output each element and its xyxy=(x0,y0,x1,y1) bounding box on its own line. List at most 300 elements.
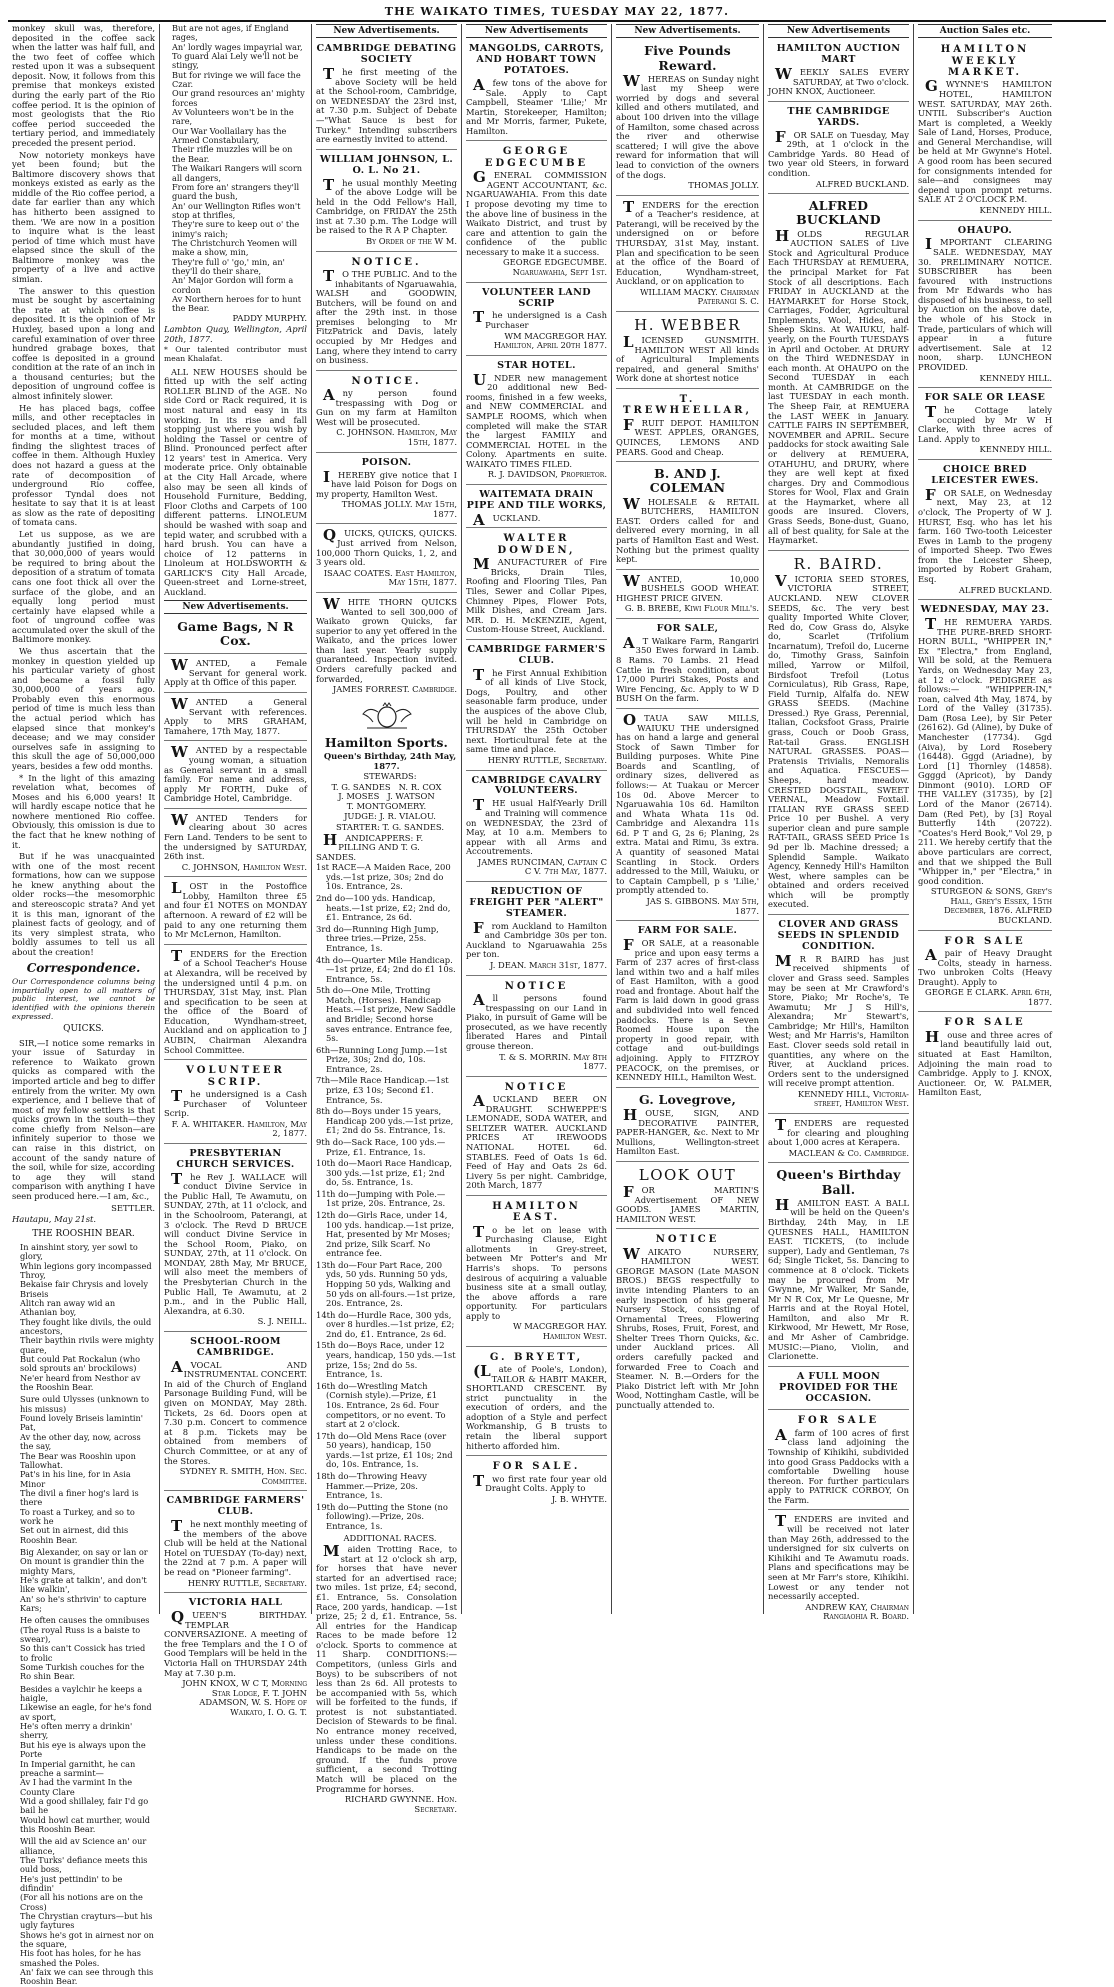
ad-body: FOR SALE on Tuesday, May 29th, at 1 o'clock in the Cambridge Yards. 80 Head of two year old Steers, in forward condition. xyxy=(768,127,909,178)
bear-poem xyxy=(12,1243,155,1987)
ad-body: VICTORIA SEED STORES, VICTORIA STREET, AUCKLAND. NEW CLOVER SEEDS, &c. The very best quality Imported White Clover, Red do, Cow Grass do, Alsyke do, Scarlet (Trifolium Incarnatum), Trefoil do, Lucerne do, Timothy Grass, Sainfoin milled, Yarrow or Milfoil, Birdsfoot Trefoil (Lotus Corniculatus), Rib Grass, Rape, Field Turnip, Alfalfa do. NEW GRASS SEEDS. (Machine Dressed.) Rye Grass, Perennial, Italian, Cocksfoot Grass, Prairie grass, Couch or Doob Grass, Rat-tail Grass. ENGLISH NATURAL GRASSES. POAS—Pratensis Trivialis, Nemoralis and Aquatica. FESCUES—Sheeps, hard meadow. CRESTED DOGSTAIL, SWEET VERNAL, Meadow Foxtail. ITALIAN RYE GRASS SEED Price 10 per Bushel. A very superior clean and pure sample RAT-TAIL, GRASS SEED Price 1s 9d per lb. Machine dressed; a Splendid Sample. Waikato Agency, Kennedy Hill's Hamilton West, where samples can be obtained and orders received which will be promptly executed. xyxy=(768,571,909,910)
poem-line: Our War Voollailary has the Armed Constabulary, xyxy=(172,125,287,146)
ad-signature: THOMAS JOLLY. xyxy=(688,180,759,191)
ad-title: CAMBRIDGE FARMER'S CLUB. xyxy=(467,643,606,666)
col6-heading: New Advertisements xyxy=(768,24,909,38)
ad-title: OHAUPO. xyxy=(957,224,1013,236)
ad-title: THE CAMBRIDGE YARDS. xyxy=(787,105,890,128)
advertisement xyxy=(768,1116,909,1163)
events-list xyxy=(316,863,457,1531)
race-event: 10th do—Maori Race Handicap, 300 yds.—1st prize, £1; 2nd do, 5s. Entrance, 1s. xyxy=(316,1158,453,1188)
advertisement xyxy=(616,198,759,312)
race-event: 1st RACE—A Maiden Race, 200 yds.—1st prize, 30s; 2nd do 10s. Entrance, 2s. xyxy=(316,862,451,892)
steward-name: T. G. SANDES xyxy=(331,781,391,792)
ad-title: Five Pounds Reward. xyxy=(644,43,731,73)
race-event: 15th do—Boys Race, under 12 years, handicap, 150 yds.—1st prize, 15s; 2nd do 5s. Entrance, 1s. xyxy=(316,1340,456,1380)
ad-title: T. TREWHEELLAR, xyxy=(623,394,752,417)
hamilton-sports-ad xyxy=(316,733,457,1819)
advertisement xyxy=(164,656,307,693)
advertisement xyxy=(768,104,909,194)
poem-line: So this can't Cossick has tried to frolic xyxy=(20,1643,146,1663)
poem-line: He's often merry a drinkin' sherry, xyxy=(20,1721,133,1741)
poem-line: Their rifle muzzles will be on the Bear. xyxy=(172,144,293,164)
ad-title: PRESBYTERIAN CHURCH SERVICES. xyxy=(176,1147,295,1170)
race-event: 12th do—Girls Race, under 14, 100 yds. handicap.—1st prize, Hat, presented by Mr Moses; 2nd prize, Silk Scarf. No entrance fee. xyxy=(316,1209,454,1259)
advertisement xyxy=(918,1014,1052,1101)
ads-list xyxy=(768,41,909,1626)
article-body xyxy=(12,24,155,958)
race-event: 13th do—Four Part Race, 200 yds, 50 yds. Running 50 yds, Hopping 50 yds, Walking and 50 yds on all-fours.—1st prize, 20s. Entrance, 2s. xyxy=(316,1259,456,1309)
advertisement xyxy=(918,41,1052,220)
ad-title: WAITEMATA DRAIN PIPE AND TILE WORKS, xyxy=(466,489,607,511)
ad-signature: STURGEON & SONS, Grey's Hall, Grey's Essex, 15th December, 1876. ALFRED BUCKLAND. xyxy=(930,886,1052,925)
additional-races-heading: ADDITIONAL RACES. xyxy=(343,1533,437,1544)
ad-title: R. BAIRD. xyxy=(793,554,884,573)
advertisement xyxy=(164,1595,307,1721)
ad-body: WANTED, 10,000 BUSHELS GOOD WHEAT. HIGHEST PRICE GIVEN. xyxy=(616,571,759,603)
columns xyxy=(8,23,1106,1987)
ad-title: STAR HOTEL. xyxy=(497,359,576,371)
ad-body: AUCKLAND. xyxy=(473,510,541,529)
advertisement xyxy=(316,455,457,525)
advertisement xyxy=(768,553,909,915)
bear-poem-continued xyxy=(164,24,307,314)
ad-title: HAMILTON WEEKLY MARKET. xyxy=(940,44,1030,79)
ad-title: GEORGE EDGECUMBE xyxy=(484,146,589,169)
poem-line: In Imperial garnitht, he can preache a sarmint— xyxy=(20,1758,136,1778)
ad-title: CAMBRIDGE CAVALRY VOLUNTEERS. xyxy=(471,774,602,797)
ads-list xyxy=(316,41,457,698)
advertisement xyxy=(918,390,1052,460)
article-paragraph: But if he was unacquainted with one of the most recent formations, how can we suppose he knew anything about the older rocks—the mesomorphic and stereoscopic strata? And yet it is this man, ignorant of the plainest facts of geology, and of its very simplest strata, who boldly assumes to tell us all about the creation! xyxy=(12,851,155,957)
poem-line: The Waikari Rangers will scorn all dangers, xyxy=(172,163,303,183)
advertisement xyxy=(316,526,457,592)
ad-title: POISON. xyxy=(361,456,412,468)
ad-signature: R. J. DAVIDSON, Proprietor. xyxy=(487,469,607,480)
ad-body: GWYNNE'S HAMILTON HOTEL, HAMILTON WEST. SATURDAY, MAY 26th. UNTIL Subscriber's Auction Mart is completed, a Weekly Sale of Land, Horses, Produce, and General Merchandise, will be held at Mr Gwynne's Hotel. A good room has been secured for consignments intended for sale—and consignees may depend upon prompt returns. SALE AT 2 O'CLOCK P.M. xyxy=(918,77,1052,205)
ad-title: FOR SALE xyxy=(797,1415,880,1427)
quicks-signature: SETTLER. xyxy=(111,1202,155,1213)
poem-footnote: * Our talented contributor must mean Khalafat. xyxy=(164,345,307,364)
ad-title: NOTICE. xyxy=(351,256,422,268)
poem-line: Big Alexander, on say or lan or xyxy=(20,1546,148,1557)
race-event: 16th do—Wrestling Match (Cornish style).—Prize, £1 10s. Entrance, 2s 6d. Four competitors, or no event. To start at 2 o'clock. xyxy=(316,1380,446,1430)
column-2 xyxy=(160,23,312,1717)
ad-title: ALFRED BUCKLAND xyxy=(796,198,881,228)
race-event: 6th—Running Long Jump.—1st Prize, 30s; 2nd do, 10s. Entrance, 2s. xyxy=(316,1044,448,1074)
advertisement xyxy=(164,617,307,655)
ad-signature: KENNEDY HILL. xyxy=(979,444,1052,455)
ad-signature: ALFRED BUCKLAND. xyxy=(958,584,1052,595)
ads-list xyxy=(466,41,607,1508)
race-event: 9th do—Sack Race, 100 yds.—Prize, £1. Entrance, 1s. xyxy=(316,1136,446,1157)
ad-body: HAMILTON EAST. A BALL will be held on the Queen's Birthday, 24th May, in LE QUESNES HALL, HAMILTON EAST. TICKETS, (to include supper), Lady and Gentleman, 7s 6d; Single Ticket, 5s. Dancing to commence at 8 o'clock. Tickets may be procured from Mr Gwynne, Mr Walker, Mr Sande, Mr N R Cox, Mr Le Quesne, Mr Harris and at the Royal Hotel, Hamilton, and also Mr R. Kirkwood, Mr Hewett, Mr Rose, and Mr Asher of Cambridge. MUSIC:—Piano, Violin, and Clarionette. xyxy=(768,1195,910,1362)
poem-line: Wid a good shillaley, fair I'd go bail he xyxy=(20,1795,149,1816)
advertisement xyxy=(616,1164,759,1229)
poem-line: Alitch ran away wid an Athanian boy, xyxy=(20,1298,116,1318)
advertisement xyxy=(164,695,307,741)
poem-line: Some Turkish couches for the Ro shin Bear. xyxy=(20,1662,145,1682)
poem-stanza xyxy=(12,1837,155,1987)
bear-poem-heading: THE ROOSHIN BEAR. xyxy=(32,1228,135,1239)
poem-stanza xyxy=(12,1616,155,1681)
advertisement xyxy=(316,152,457,252)
ad-title: HAMILTON EAST. xyxy=(492,1200,581,1224)
ad-signature: SYDNEY R. SMITH, Hon. Sec. Committee. xyxy=(179,1466,307,1486)
poem-line: Our grand resources an' mighty forces xyxy=(172,88,305,108)
poem-stanza xyxy=(12,1395,155,1545)
article-paragraph: The answer to this question must be sought by ascertaining the rate at which coffee is deposited. It is the opinion of Mr Huxley, based upon a long and careful examination of over three hundred grabage boxes, that coffee is deposited in a ground condition at the rate of an inch in a thousand centuries; but the deposition of unground coffee is almost infinitely slower. xyxy=(12,285,155,401)
poem-line: The Chrystian crayturs—but his ugly faytures xyxy=(20,1911,153,1931)
race-event: 11th do—Jumping with Pole.—1st prize, 20s. Entrance, 2s. xyxy=(316,1188,446,1209)
advertisement xyxy=(164,1334,307,1491)
advertisement xyxy=(918,933,1052,1013)
advertisement xyxy=(768,196,909,551)
advertisement xyxy=(466,1458,607,1508)
ad-body: To be let on lease with Purchasing Clause, Eight allotments in Grey-street, between Mr Potter's and Mr Harris's shops. To persons desirous of acquiring a valuable business site at a small outlay, the above affords a rare opportunity. For particulars apply to xyxy=(466,1222,607,1321)
advertisement xyxy=(768,1165,909,1366)
judge: JUDGE: J. R. VIALOU. xyxy=(344,811,436,822)
ad-title: CHOICE BRED LEICESTER EWES. xyxy=(931,463,1039,486)
ad-title: FOR SALE OR LEASE xyxy=(924,392,1046,404)
article-paragraph: * In the light of this amazing revelation what, becomes of Moses and his 6,000 years! It will hardly escape notice that he nowhere mentioned Rio coffee. Obviously, this omission is due to the fact that he knew nothing of it. xyxy=(12,772,155,850)
ad-signature: ISAAC COATES. East Hamilton, May 15th, 1877. xyxy=(323,567,457,588)
ad-title: Game Bags, N R Cox. xyxy=(177,618,294,649)
poem-line: He's just pettindin' to be difindin' xyxy=(20,1873,123,1893)
ad-signature: T. & S. MORRIN. May 8th 1877. xyxy=(499,1051,607,1072)
ad-body: FRUIT DEPOT. HAMILTON WEST. APPLES, ORANGES, QUINCES, LEMONS AND PEARS. Good and Cheap. xyxy=(616,415,759,457)
poem-line: Shows he's got in airnest nor on the square, xyxy=(20,1929,154,1950)
ad-body: FOR SALE, on Wednesday next, May 23, at 12 o'clock, The Property of W J. HURST, Esq. who has let his farm. 160 Two-tooth Leicester Ewes in Lamb to the progeny of imported Sheep. Two Ewes from the Leicester Sheep, imported by Robert Graham, Esq. xyxy=(918,485,1052,584)
ad-title: MANGOLDS, CARROTS, AND HOBART TOWN POTATOES. xyxy=(468,43,605,77)
ad-body: AUCKLAND BEER ON DRAUGHT. SCHWEPPE'S LEMONADE, SODA WATER, and SELTZER WATER. AUCKLAND PRICES AT IREWOODS NATIONAL HOTEL 6d. STABLES. Feed of Oats 1s 6d. Feed of Hay and Oats 2s 6d. Livery 5s per night. Cambridge, 20th March, 1877 xyxy=(466,1092,607,1191)
advertisement xyxy=(466,884,607,976)
ad-signature: ANDREW KAY, Chairman Rangiaohia R. Board. xyxy=(805,1601,909,1622)
poem-line: Would howl cat murther, would this Rooshin Bear. xyxy=(20,1814,150,1834)
poem-line: (For all his notions are on the Cross) xyxy=(20,1892,143,1912)
poem-line: An' Major Gordon will form a cordon xyxy=(172,275,294,295)
advertisement xyxy=(918,602,1052,930)
correspondence-heading: Correspondence. xyxy=(26,960,141,975)
poem-line: An' our Wellington Rifles won't stop at thrifles, xyxy=(172,200,301,220)
ad-signature: GEORGE EDGECUMBE. Ngaruawahia, Sept 1st. xyxy=(502,257,607,278)
ad-signature: ALFRED BUCKLAND. xyxy=(815,178,909,189)
ad-title: VOLUNTEER LAND SCRIP xyxy=(482,286,591,309)
advertisement xyxy=(768,917,909,1114)
ad-signature: JOHN KNOX, W C T, Morning Star Lodge, F. T. JOHN ADAMSON, W. S. Hope of Waikato, I. O. G. T. xyxy=(182,1678,307,1717)
poem-line: Av Northern heroes for to hunt the Bear. xyxy=(172,293,302,314)
column-7 xyxy=(914,24,1056,1614)
ads-list xyxy=(918,41,1052,1102)
ad-signature: HENRY RUTTLE, Secretary. xyxy=(487,754,607,765)
quicks-date: Hautapu, May 21st. xyxy=(12,1214,97,1225)
ad-body: TENDERS for the erection of a Teacher's residence, at Paterangi, will be received by the undersigned on or before THURSDAY, 31st May, instant. Plan and specification to be seen at the office of the Board of Education, Wyndham-street, Auckland, or on application to xyxy=(616,197,759,287)
poem-line: Bekaise fair Chrysis and lovely Briseis xyxy=(20,1279,148,1299)
ad-title: FOR SALE, xyxy=(656,622,719,634)
ad-body: WANTED by a respectable young woman, a situation as General servant in a small family. For name and address, apply Mr FORTH, Duke of Cambridge Hotel, Cambridge. xyxy=(164,743,307,804)
ad-title: NOTICE xyxy=(504,1081,569,1093)
advertisement xyxy=(466,143,607,282)
poem-line: Sure ould Ulysses (unknown to his missus) xyxy=(20,1394,150,1414)
poem-line: He's grate at talkin', and don't like walkin', xyxy=(20,1574,147,1595)
ad-body: The next monthly meeting of the members of the above Club will be held at the National Hotel on TUESDAY (To-day) next, the 22nd at 7 p.m. A paper will be read on "Pioneer farming". xyxy=(164,1517,307,1577)
ad-signature: JAMES RUNCIMAN, Captain C C V. 7th May, 1877. xyxy=(477,856,607,877)
ads-list xyxy=(616,41,759,1414)
col7-heading: Auction Sales etc. xyxy=(918,24,1052,38)
col4-heading: New Advertisements xyxy=(466,24,607,38)
advertisement xyxy=(164,879,307,944)
ad-title: REDUCTION OF FREIGHT PER "ALERT" STEAMER. xyxy=(469,885,604,919)
ad-body: AVOCAL AND INSTRUMENTAL CONCERT. In aid of the Church of England Parsonage Building Fund, will be given on MONDAY, May 28th. Tickets, 2s 6d. Doors open at 7.30 p.m. Concert to commence at 8 p.m. Tickets may be obtained from members of Church Committee, or at any of the Stores. xyxy=(164,1357,307,1466)
poem-line: But his eye is always upon the Porte xyxy=(20,1739,146,1760)
advertisement xyxy=(616,711,759,921)
poem-line: Ne'er heard from Nesthor av the Rooshin Bear. xyxy=(20,1372,141,1393)
ad-signature: J. B. WHYTE. xyxy=(551,1493,607,1504)
ad-body: From Auckland to Hamilton and Cambridge 30s per ton. Auckland to Ngaruawahia 25s per ton. xyxy=(466,918,607,960)
ad-body: TO THE PUBLIC. And to the inhabitants of Ngaruawahia, WALSH and GOODWIN, Butchers, will be found on and after the 29th inst. in those premises belonging to Mr FitzPatrick and Davis, lately occupied by Mr Hedges and Lang, where they intend to carry on business. xyxy=(316,267,457,366)
ad-title: B. AND J. COLEMAN xyxy=(649,466,726,496)
poem-signature: PADDY MURPHY. xyxy=(232,312,307,323)
ad-title: NOTICE xyxy=(655,1234,720,1246)
advertisement xyxy=(616,41,759,195)
ad-title: NOTICE xyxy=(504,980,569,992)
article-paragraph: We thus ascertain that the monkey in question yielded up his particular variety of ghost and became a fossil fully 30,000,000 of years ago. Probably even this enormous period of time is much less than the actual period which has elapsed since that monkey's decease; and we may consider ourselves safe in assigning to this skull the age of 50,000,000 years, besides a few odd months. xyxy=(12,646,155,771)
ad-signature: THOMAS JOLLY. May 15th, 1877. xyxy=(341,499,457,519)
ad-body: OTAUA SAW MILLS, WAIUKU THE undersigned has on hand a large and general Stock of Sawn Timber for Building purposes. White Pine Boards and Scantling, of ordinary sizes, delivered as follows:— At Tuakau or Mercer 10s 0d. Above Mercer to Ngaruawahia 10s 6d. Hamilton and Whata Whata 11s 0d. Cambridge and Alexandra 11s 6d. P T and G, 2s 6; Planing, 2s extra. Matai and Rimu, 3s extra. A quantity of seasoned Matai Scantling in Stock. Orders addressed to the Mill, Waiuku, or to Captain Campbell, p s 'Lilie,' promptly attended to. xyxy=(616,710,759,896)
new-ads-heading: New Advertisements. xyxy=(164,600,307,614)
roller-blind-ad: ALL NEW HOUSES should be fitted up with the self acting ROLLER BLIND of the AGE. No side Cord or Rack required, it is most natural and easy in its working. In its rise and fall stopping just where you wish by holding the Tassel or centre of Blind. Pronounced perfect after 12 years' test in America. Very moderate price. Only obtainable at the City Hall Arcade, where also may be seen all kinds of Household Furniture, Bedding, Floor Cloths and Carpets of 100 different patterns. LINOLEUM should be washed with soap and tepid water, and scrubbed with a hard brush. You can have a choice of 12 patterns in Linoleum at HOLDSWORTH & GARLICK'S City Hall Arcade, Queen-street and Lorne-street, Auckland. xyxy=(164,366,307,597)
column-6 xyxy=(764,24,914,1622)
ad-signature: WILLIAM MACKY. Chairman Paterangi S. C. xyxy=(639,286,759,307)
poem-line: The Christchurch Yeomen will make a show, min, xyxy=(172,237,298,258)
poem-line: An' lordly wages impayrial war, xyxy=(172,41,303,52)
poem-line: But could Pat Rockalun (who sold sprouts an' brockilows) xyxy=(20,1354,141,1374)
steward-name: T. MONTGOMERY. xyxy=(346,800,427,811)
ad-body: The Rev J. WALLACE will conduct Divine Service in the Public Hall, Te Awamutu, on SUNDAY, 27th, at 11 o'clock, and in the Schoolroom, Paterangi, at 3 o'clock. The Revd D BRUCE will conduct Divine Service in the School Room, Piako, on SUNDAY, 27th, at 11 o'clock. On MONDAY, 28th May, Mr BRUCE, will also meet the members of the Presbyterian Church in the Public Hall, Te Awamutu, at 2 p.m., and in the Public Hall, Alexandra, at 6.30. xyxy=(164,1169,307,1316)
correspondence-note: Our Correspondence columns being impartially open to all matters of public interest, we cannot be identified with the opinions therein expressed. xyxy=(12,977,155,1021)
column-1 xyxy=(8,23,160,1987)
ad-signature: G. B. BREBE, Kiwi Flour Mill's. xyxy=(624,603,759,614)
race-event: 8th do—Boys under 15 years, Handicap 200 yds.—1st prize, £1; 2nd do 5s. Entrance, 1s. xyxy=(316,1106,454,1136)
advertisement xyxy=(616,1090,759,1162)
poem-line: An' faix we can see through this Rooshin Bear. xyxy=(20,1967,154,1987)
stewards-list xyxy=(316,783,457,812)
sports-title: Hamilton Sports. xyxy=(324,734,449,750)
ad-body: Two first rate four year old Draught Colts. Apply to xyxy=(473,1471,607,1494)
race-event: 14th do—Hurdle Race, 300 yds, over 8 hurdles.—1st prize, £2; 2nd do, £1. Entrance, 2s 6d. xyxy=(316,1309,455,1339)
ad-title: LOOK OUT xyxy=(638,1165,737,1184)
ad-signature: GEORGE E CLARK. April 6th, 1877. xyxy=(925,987,1052,1007)
ad-body: MANUFACTURER of Fire Bricks, Drain Tiles, Roofing and Flooring Tiles, Pan Tiles, Sewer and Collar Pipes, Chimney Pipes, Flower Pots, Milk Dishes, and Cream Jars. MR. D. H. McKENZIE, Agent, Custom-House Street, Auckland. xyxy=(466,555,607,635)
sports-subtitle: Queen's Birthday, 24th May, 1877. xyxy=(323,750,457,771)
poem-line: Likewise an eagle, for he's fond av sport, xyxy=(20,1702,152,1722)
advertisement xyxy=(164,743,307,808)
advertisement xyxy=(616,314,759,389)
ad-body: WHEREAS on Sunday night last my Sheep were worried by dogs and several killed and others mutilated, and about 100 driven into the village of Hamilton, some chased across the river and otherwise scattered; I will give the above reward for information that will lead to conviction of the owners of the dogs. xyxy=(616,71,759,180)
advertisement xyxy=(616,1231,759,1414)
ad-signature: HENRY RUTTLE, Secretary. xyxy=(187,1577,307,1588)
article-paragraph: He has placed bags, coffee mills, and other receptacles in secluded places, and left them for months at a time, without finding the slightest traces of coffee in them. Although Huxley does not hazard a guess at the rate of decomposition of underground Rio coffee, professor Tyndal does not hesitate to say that it is at least as slow as the rate of depositing of tomata cans. xyxy=(12,402,155,528)
advertisement xyxy=(164,947,307,1060)
poem-line: Besides a vaylchir he keeps a haigle, xyxy=(20,1683,143,1704)
ad-body: (Late of Poole's, London), TAILOR & HABIT MAKER, SHORTLAND CRESCENT. By strict punctuality in the execution of orders, and the adoption of a Style and perfect Workmanship, G B trusts to retain the liberal support hitherto afforded him. xyxy=(466,1361,607,1451)
ad-title: FOR SALE. xyxy=(492,1461,581,1473)
ad-body: UNDER new management 20 additional new Bed-rooms, finished in a few weeks, and NEW COMMERCIAL and SAMPLE ROOMS, which when completed will make the STAR the largest FAMILY and COMMERCIAL HOTEL in the Colony. Apartments en suite. WAIKATO TIMES FILED. xyxy=(466,370,607,469)
column-4 xyxy=(462,24,612,1614)
ad-title: FOR SALE xyxy=(944,1017,1026,1029)
poem-place: Lambton Quay, Wellington, April 20th, 1877. xyxy=(164,324,307,344)
advertisement xyxy=(466,1198,607,1347)
advertisement xyxy=(466,642,607,771)
ad-body: Any person found trespassing with Dog or Gun on my farm at Hamilton West will be prosecuted. xyxy=(316,386,457,427)
ad-body: The undersigned is a Cash Purchaser xyxy=(473,308,607,331)
race-event: 4th do—Quarter Mile Handicap.—1st prize, £4; 2nd do £1 10s. Entrance, 5s. xyxy=(316,954,456,984)
stewards-heading: STEWARDS: xyxy=(363,771,417,782)
article-paragraph: monkey skull was, therefore, deposited in the coffee sack when the latter was half full, and the two feet of coffee which rested upon it was a subsequent deposit. Now, it follows from this premise that monkeys existed during the early part of the Rio coffee period. It is the opinion of most geologists that the Rio coffee period succeeded the tertiary period, and immediately preceded the present period. xyxy=(12,23,155,148)
ad-title: FOR SALE xyxy=(944,935,1026,947)
advertisement xyxy=(164,1146,307,1332)
ad-body: QUEEN'S BIRTHDAY. TEMPLAR CONVERSAZIONE. A meeting of the free Templars and the I O of Good Templars will be held in the Victoria Hall on THURSDAY 24th May at 7.30 p.m. xyxy=(164,1608,307,1678)
steward-name: J. WATSON xyxy=(387,791,435,802)
royal-crest-icon xyxy=(359,702,415,730)
ad-signature: WM MACGREGOR HAY. Hamilton, April 20th 1877. xyxy=(493,330,607,351)
poem-stanza xyxy=(12,1685,155,1835)
poem-line: But for rivinge we will face the Czar. xyxy=(172,69,301,90)
poem-line: But are not ages, if England rages, xyxy=(172,23,289,43)
advertisement xyxy=(616,391,759,462)
advertisement xyxy=(164,1493,307,1593)
ad-body: Apair of Heavy Draught Colts, steady in harness. Two unbroken Colts (Heavy Draught). Apply to xyxy=(918,945,1052,987)
poem-line: Set out in airnest, did this Rooshin Bear. xyxy=(20,1525,129,1545)
quicks-heading: QUICKS. xyxy=(63,1024,104,1035)
ad-title: WEDNESDAY, MAY 23. xyxy=(920,604,1050,616)
poem-stanza xyxy=(12,1243,155,1393)
ad-body: LICENSED GUNSMITH. HAMILTON WEST All kinds of Agricultural Implements repaired, and general Smiths' Work done at shortest notice xyxy=(616,333,759,384)
ad-body: The Cottage lately occupied by Mr W H Clarke, with three acres of Land. Apply to xyxy=(918,403,1052,444)
ad-title: VICTORIA HALL xyxy=(188,1597,283,1609)
ad-signature: J. DEAN. March 31st, 1877. xyxy=(489,960,607,971)
ad-body: WEEKLY SALES EVERY SATURDAY, at Two o'clock. JOHN KNOX, Auctioneer. xyxy=(768,65,909,97)
advertisement xyxy=(768,41,909,102)
ad-title: Queen's Birthday Ball. xyxy=(776,1167,901,1197)
race-event: 17th do—Old Mens Race (over 50 years), handicap, 150 yards.—1st prize, £1 10s; 2nd do, 10s. Entrance, 1s. xyxy=(316,1430,453,1470)
race-event: 18th do—Throwing Heavy Hammer.—Prize, 20s. Entrance, 1s. xyxy=(316,1471,427,1501)
advertisement xyxy=(768,1412,909,1510)
poem-line: (The royal Russ is a baiste to swear), xyxy=(20,1624,141,1645)
ad-signature: C. JOHNSON, Hamilton West. xyxy=(181,861,307,872)
advertisement xyxy=(768,1512,909,1625)
advertisement xyxy=(616,464,759,570)
ad-body: The first meeting of the above Society will be held at the School-room, Cambridge, on WEDNESDAY the 23rd inst, at 7.30 p.m. Subject of Debate—"What Sauce is best for Turkey." Intending subscribers are earnestly invited to attend. xyxy=(316,65,457,145)
ad-signature: W MACGREGOR HAY. Hamilton West. xyxy=(512,1321,607,1341)
race-event: 2nd do—100 yds. Handicap, heats.—1st prize, £2; 2nd do, £1. Entrance, 2s 6d. xyxy=(316,893,451,923)
advertisement xyxy=(768,1369,909,1411)
advertisement xyxy=(316,595,457,699)
ad-title: CLOVER AND GRASS SEEDS IN SPLENDID CONDITION. xyxy=(777,919,900,952)
column-3 xyxy=(312,24,462,1814)
ad-body: IHEREBY give notice that I have laid Poison for Dogs on my property, Hamilton West. xyxy=(316,467,457,499)
ad-title: WALTER DOWDEN, xyxy=(497,533,576,556)
ad-title: FARM FOR SALE. xyxy=(637,925,738,937)
ad-body: FOR SALE, at a reasonable price and upon easy terms a Farm of 237 acres of first-class land within two and a half miles of East Hamilton, with a good road and frontage. About half the Farm is laid down in good grass and subdivided into well fenced paddocks. There is a Seven Roomed House upon the property in good repair, with cottage and out-buildings adjoining. Apply to FITZROY PEACOCK, on the premises, or KENNEDY HILL, Hamilton West. xyxy=(616,936,759,1083)
ad-body: The First Annual Exhibition of all kinds of Live Stock, Dogs, Poultry, and other seasonable farm produce, under the auspices of the above Club, will be held in Cambridge on THURSDAY the 25th October next. Horticultural fete at the same time and place. xyxy=(466,665,607,755)
ad-body: WAIKATO NURSERY, HAMILTON WEST. GEORGE MASON (Late MASON BROS.) BEGS respectfully to invite intending Planters to an early inspection of his general Nursery Stock, consisting of Ornamental Trees, Flowering Shrubs, Roses, Fruit, Forest, and Shelter Trees Thorn Quicks, &c. under Auckland prices. All orders carefully packed and forwarded Free to Coach and Steamer. N. B.—Orders for the Piako District left with Mr John Wood, Nottingham Castle, will be punctually attended to. xyxy=(616,1244,759,1410)
poem-line: An' so he's sthrivin' to capture Kars; xyxy=(20,1593,147,1613)
ad-signature: MACLEAN & Co. Cambridge. xyxy=(788,1147,909,1158)
poem-line: Whin legions gory incompassed Throy, xyxy=(20,1260,152,1280)
poem-line: They fought like divils, the ould ancestors, xyxy=(20,1316,152,1337)
ad-body: QUICKS, QUICKS, QUICKS. Just arrived from Nelson, 100,000 Thorn Quicks, 1, 2, and 3 years old. xyxy=(316,526,457,568)
advertisement xyxy=(466,978,607,1077)
ad-body: WANTED, a Female Servant for general work. Apply at th Office of this paper. xyxy=(164,656,307,688)
ad-title: HAMILTON AUCTION MART xyxy=(776,43,901,66)
advertisement xyxy=(316,373,457,453)
ad-title: SCHOOL-ROOM CAMBRIDGE. xyxy=(190,1335,281,1358)
col5-heading: New Advertisements. xyxy=(616,24,759,38)
ad-body: LOST in the Postoffice Lobby, Hamilton three £5 and four £1 NOTES on MONDAY afternoon. A reward of £2 will be paid to any one returning them to Mr McLernon, Hamilton. xyxy=(164,879,307,940)
quicks-letter: SIR,—I notice some remarks in your issue of Saturday in reference to Waikato grown quicks as compared with the imported article and beg to differ entirely from the writer. My own experience, and I believe that of most of my fellow settlers is that quicks grown in the south—they come chiefly from Nelson—are infinitely superior to those we can raise in this district, on account of the sandy nature of the soil, while for size, according to age they will stand comparison with anything I have seen produced here.—I am, &c., xyxy=(12,1037,155,1201)
ad-signature: KENNEDY HILL, Victoria-street, Hamilton West. xyxy=(797,1088,909,1109)
ad-body: GENERAL COMMISSION AGENT ACCOUNTANT, &c. NGARUAWAHIA. From this date I propose devoting my time to the above line of business in the Waikato District, and trust by care and attention to gain the confidence of the public necessary to make it a success. xyxy=(466,168,607,257)
ad-title: H. WEBBER xyxy=(634,316,741,335)
advertisement xyxy=(616,572,759,619)
ad-signature: JAS S. GIBBONS. May 5th, 1877. xyxy=(646,895,759,916)
advertisement xyxy=(616,923,759,1088)
masthead: THE WAIKATO TIMES, TUESDAY MAY 22, 1877. xyxy=(8,4,1106,22)
article-paragraph: Now notoriety monkeys have yet been found; but the Baltimore discovery shows that monkeys existed as early as the middle of the Rio coffee period, a date far earlier than any which has hitherto been assigned to them. 'We are now in a position to inquire what is the least period of time which must have elapsed since the skull of the Baltimore monkey was the property of a live and active simian. xyxy=(12,149,155,285)
poem-stanza xyxy=(12,1548,155,1613)
ad-signature: KENNEDY HILL. xyxy=(979,204,1052,215)
ad-body: WHOLESALE & RETAIL BUTCHERS, HAMILTON EAST. Orders called for and delivered every morning, in all parts of Hamilton East and West. Nothing but the primest quality kept. xyxy=(616,494,759,565)
poem-line: Av Volunteers won't be in the rare, xyxy=(172,107,294,127)
ad-title: WILLIAM JOHNSON, L. O. L. No 21. xyxy=(319,153,454,176)
ad-body: HOLDS REGULAR AUCTION SALES of Live Stock and Agricultural Produce Each THURSDAY at REMUERA, the principal Market for Fat Stock of all descriptions. Each FRIDAY in AUCKLAND at the HAYMARKET for Horse Stock, Carriages, Fodder, Agricultural Implements, Wool, Hides, and Sheep Skins. At WAIUKU, half-yearly, on the Fourth TUESDAYS in April and October. At DRURY on the Third WEDNESDAY in each month. At OHAUPO on the Second TUESDAY in each month. At CAMBRIDGE on the last TUESDAY in each month. The Sheep Fair, at REMUERA the LAST WEEK in January. CATTLE FAIRS IN SEPTEMBER, NOVEMBER and APRIL. Secure paddocks for stock awaiting Sale or delivery at REMUERA, OTAHUHU, and DRURY, where they are well kept at fixed charges. Dry and Commodious Stores for Wool, Flax and Grain at the Haymarket, where all goods are insured. Clovers, Grass Seeds, Bone-dust, Guano, all of best quality, for Sale at the Haymarket. xyxy=(768,226,909,546)
race-event: 3rd do—Running High Jump, three tries.—Prize, 25s. Entrance, 1s. xyxy=(316,923,439,953)
ad-body: TENDERS for the Erection of a School Teacher's House at Alexandra, will be received by the undersigned until 4 p.m. on THURSDAY, 31st May, inst. Plan and specification to be seen at the office of the Board of Education, Wyndham-street, Auckland and on application to J AUBIN, Chairman Alexandra School Committee. xyxy=(164,946,307,1055)
poem-line: To guard Alai Lely we'll not be stingy, xyxy=(172,51,299,71)
poem-line: They're full o' 'go,' min, an' they'll do their share, xyxy=(172,256,285,276)
additional-races: Maiden Trotting Race, to start at 12 o'clock sh arp, for horses that have never started for an advertised race; two miles. 1st prize, £4; second, £1. Entrance, 5s. Consolation Race, 200 yards, handicap. —1st prize, 25; 2 d, £1. Entrance, 5s. All entries for the Handicap Races to be made before 12 o'clock. Sports to commence at 11 Sharp. CONDITIONS:—Competitors, (unless Girls and Boys) to be subscribers of not less than 2s 6d. All protests to be accompanied with 5s, which will be forfeited to the funds, if protest is not substantiated. Decision of Stewards to be final. No entrance money received, unless under these conditions. Handicaps to be made on the ground. If the funds prove sufficient, a second Trotting Match will be placed on the Programme for horses. xyxy=(316,1542,457,1794)
ad-body: WHITE THORN QUICKS Wanted to sell 300,000 of Waikato grown Quicks, far superior to any yet offered in the Waikato, and the prices lower than last year. Yearly supply guaranteed. Inspection invited. Orders carefully packed and forwarded, xyxy=(316,594,457,684)
advertisement xyxy=(466,487,607,528)
advertisement xyxy=(466,1079,607,1196)
article-paragraph: Let us suppose, as we are abundantly justified in doing, that 30,000,000 of years would be required to bring about the deposition of a stratum of tomata cans one foot thick all over the surface of the globe, and an equally long period must certainly have elapsed while a foot of unground coffee was accumulated over the skull of the Baltimore monkey. xyxy=(12,529,155,645)
starter: STARTER: T. G. SANDES. xyxy=(336,822,444,832)
ad-body: MR R BAIRD has just received shipments of clover and Grass seed. Samples may be seen at Mr Crawford's Store, Piako; Mr Roche's, Te Awamutu; Mr J S Hill's, Alexandra; Mr Stewart's, Cambridge; Mr Hill's, Hamilton West; and Mr Harris's, Hamilton East. Clover seeds sold retail in quantities, any where on the River, at Auckland prices. Orders sent to the undersigned will receive prompt attention. xyxy=(768,951,909,1089)
poem-line: In ainshint story, yer sowl to glory, xyxy=(20,1241,138,1262)
advertisement xyxy=(466,1349,607,1457)
ad-body: HOUSE, SIGN, AND DECORATIVE PAINTER, PAPER-HANGER, &c. Next to Mr Mullions, Wellington-street Hamilton East. xyxy=(616,1105,759,1157)
ad-signature: C. JOHNSON. Hamilton, May 15th, 1877. xyxy=(336,427,457,448)
poem-line: Av the other day, now, across the say, xyxy=(20,1431,141,1452)
ad-title: NOTICE. xyxy=(351,375,422,387)
ad-signature: F. A. WHITAKER. Hamilton, May 2, 1877. xyxy=(171,1118,307,1139)
handicappers: HANDICAPPERS: F. PILLING AND T. G. SANDES. xyxy=(316,830,424,862)
poem-line: His foot has holes, for he has smashed the Poles. xyxy=(20,1948,141,1968)
column-5 xyxy=(612,24,764,1614)
ad-body: WANTED a General Servant with references. Apply to MRS GRAHAM, Tamahere, 17th May, 1877. xyxy=(164,695,307,736)
advertisement xyxy=(466,285,607,356)
ad-title: CAMBRIDGE FARMERS' CLUB. xyxy=(166,1495,305,1518)
ad-body: Afarm of 100 acres of first class land adjoining the Township of Kihikihi, subdivided into good Grass Paddocks with a comfortable Dwelling house thereon. For further particulars apply to PATRICK CORBOY, On the Farm. xyxy=(768,1425,909,1505)
advertisement xyxy=(164,1062,307,1144)
poem-line: The Bear was Rooshin upon Tallowhat. xyxy=(20,1450,136,1470)
ad-title: G. Lovegrove, xyxy=(638,1091,737,1107)
ad-body: IMPORTANT CLEARING SALE. WEDNESDAY, MAY 30. PRELIMINARY NOTICE. SUBSCRIBER has been favoured with instructions from Mr Edwards who has disposed of his business, to sell by Auction on the above date, the whole of his Stock in Trade, particulars of which will appear in a future advertisement. Sale at 12 noon, sharp. LUNCHEON PROVIDED. xyxy=(918,235,1052,372)
poem-line: Found lovely Briseis lamintin' Pat, xyxy=(20,1413,144,1433)
ad-body: FOR MARTIN'S Advertisement OF NEW GOODS. JAMES MARTIN, HAMILTON WEST. xyxy=(616,1182,759,1224)
ad-body: AT Waikare Farm, Rangariri 350 Ewes forward in Lamb. 8 Rams. 70 Lambs. 21 Head Cattle in fresh condition, about 17,000 Puriri Stakes, Posts and Wire Fencing, &c. Apply to W D BUSH On the farm. xyxy=(616,633,759,704)
